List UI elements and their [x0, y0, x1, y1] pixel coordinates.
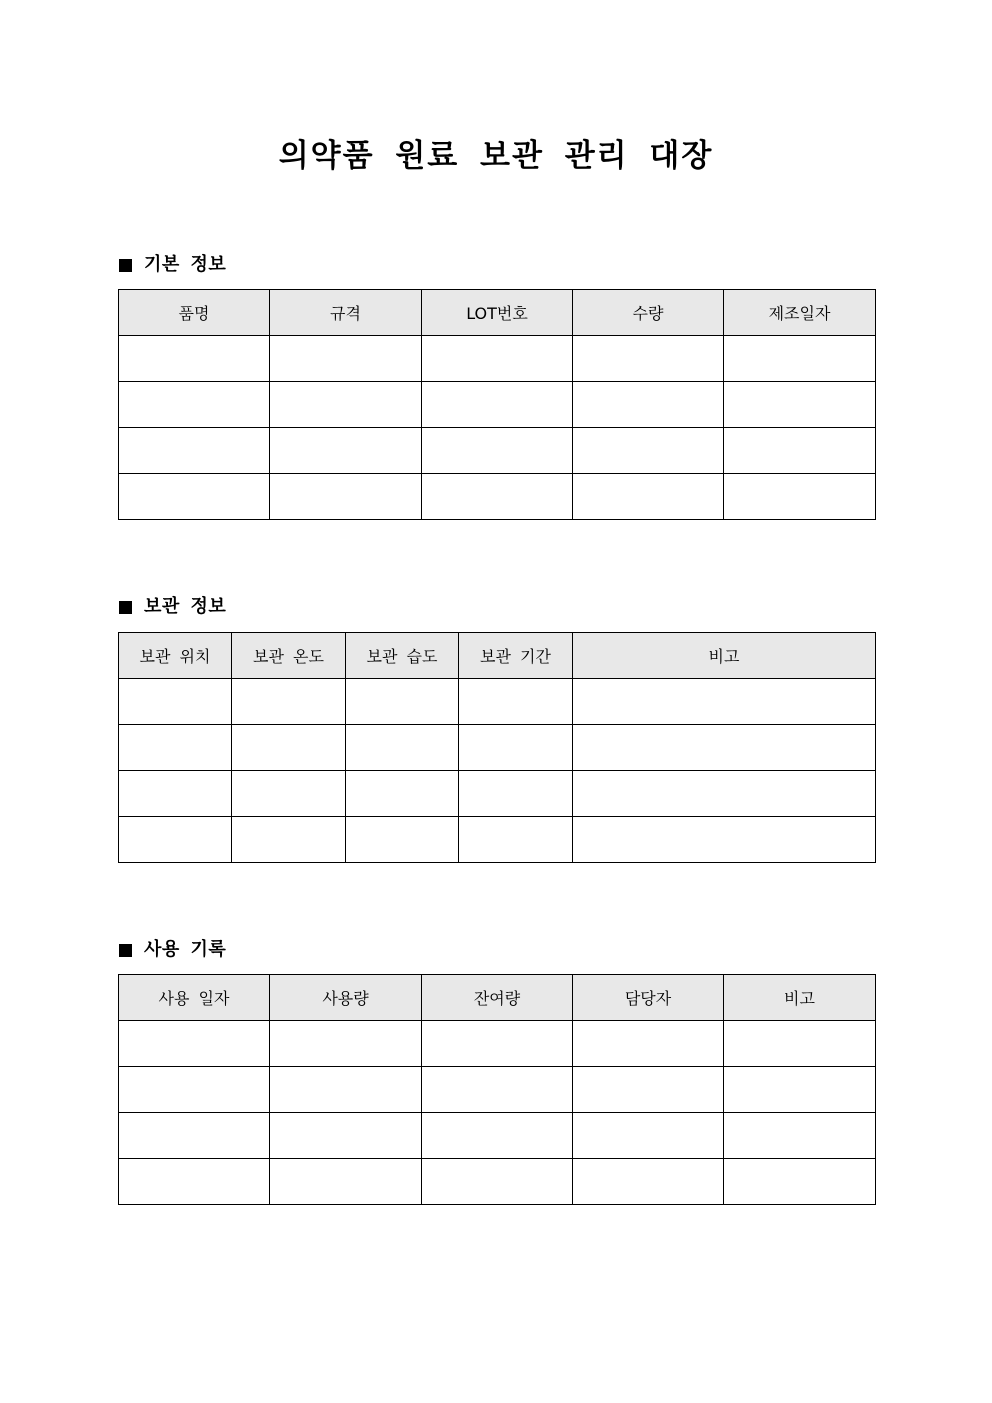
- table-cell[interactable]: [724, 1159, 876, 1205]
- table-cell[interactable]: [724, 382, 876, 428]
- column-header-remaining-amount: 잔여량: [422, 975, 573, 1021]
- table-cell[interactable]: [119, 771, 232, 817]
- table-cell[interactable]: [422, 382, 573, 428]
- basic-info-table: [118, 289, 876, 520]
- table-cell[interactable]: [119, 1113, 270, 1159]
- table-cell[interactable]: [422, 1113, 573, 1159]
- table-cell[interactable]: [573, 1159, 724, 1205]
- table-row: [119, 679, 876, 725]
- table-cell[interactable]: [573, 725, 876, 771]
- table-cell[interactable]: [459, 725, 573, 771]
- table-cell[interactable]: [270, 1113, 422, 1159]
- table-cell[interactable]: [119, 336, 270, 382]
- table-cell[interactable]: [119, 817, 232, 863]
- table-cell[interactable]: [232, 679, 346, 725]
- table-cell[interactable]: [422, 474, 573, 520]
- table-row: [119, 1159, 876, 1205]
- table-cell[interactable]: [346, 817, 459, 863]
- table-cell[interactable]: [573, 382, 724, 428]
- section-heading-storage-info: [119, 595, 226, 619]
- square-bullet-icon: [119, 259, 132, 272]
- table-row: [119, 428, 876, 474]
- column-header-remarks: 비고: [573, 633, 876, 679]
- column-header-person-in-charge: 담당자: [573, 975, 724, 1021]
- table-row: [119, 336, 876, 382]
- table-cell[interactable]: [573, 1067, 724, 1113]
- section-heading-usage-record: [119, 938, 226, 962]
- table-cell[interactable]: [573, 474, 724, 520]
- table-row: [119, 817, 876, 863]
- square-bullet-icon: [119, 601, 132, 614]
- table-cell[interactable]: [346, 725, 459, 771]
- table-cell[interactable]: [270, 474, 422, 520]
- page-title: 의약품 원료 보관 관리 대장: [278, 138, 714, 174]
- table-cell[interactable]: [573, 771, 876, 817]
- table-cell[interactable]: [119, 428, 270, 474]
- table-cell[interactable]: [270, 336, 422, 382]
- table-cell[interactable]: [270, 382, 422, 428]
- column-header-spec: 규격: [270, 290, 422, 336]
- table-cell[interactable]: [346, 771, 459, 817]
- table-cell[interactable]: [459, 771, 573, 817]
- section-heading-label: 사용 기록: [144, 939, 227, 960]
- table-cell[interactable]: [724, 428, 876, 474]
- table-header-row: [119, 633, 876, 679]
- usage-record-table: [118, 974, 876, 1205]
- table-cell[interactable]: [459, 679, 573, 725]
- table-cell[interactable]: [119, 474, 270, 520]
- table-cell[interactable]: [573, 1113, 724, 1159]
- table-row: [119, 771, 876, 817]
- table-cell[interactable]: [422, 336, 573, 382]
- column-header-storage-period: 보관 기간: [459, 633, 573, 679]
- table-cell[interactable]: [459, 817, 573, 863]
- table-row: [119, 725, 876, 771]
- table-cell[interactable]: [422, 1159, 573, 1205]
- table-cell[interactable]: [119, 1159, 270, 1205]
- table-cell[interactable]: [573, 679, 876, 725]
- column-header-storage-location: 보관 위치: [119, 633, 232, 679]
- table-cell[interactable]: [270, 1159, 422, 1205]
- column-header-quantity: 수량: [573, 290, 724, 336]
- table-cell[interactable]: [573, 428, 724, 474]
- table-row: [119, 1113, 876, 1159]
- column-header-usage-amount: 사용량: [270, 975, 422, 1021]
- table-cell[interactable]: [270, 428, 422, 474]
- table-cell[interactable]: [724, 474, 876, 520]
- square-bullet-icon: [119, 944, 132, 957]
- column-header-manufacture-date: 제조일자: [724, 290, 876, 336]
- table-cell[interactable]: [232, 817, 346, 863]
- column-header-usage-date: 사용 일자: [119, 975, 270, 1021]
- table-cell[interactable]: [119, 679, 232, 725]
- section-heading-basic-info: [119, 253, 226, 277]
- table-cell[interactable]: [119, 382, 270, 428]
- table-row: [119, 382, 876, 428]
- table-cell[interactable]: [573, 817, 876, 863]
- table-cell[interactable]: [270, 1021, 422, 1067]
- table-cell[interactable]: [119, 725, 232, 771]
- table-cell[interactable]: [422, 1021, 573, 1067]
- section-heading-label: 보관 정보: [144, 596, 227, 617]
- table-cell[interactable]: [232, 771, 346, 817]
- table-cell[interactable]: [422, 428, 573, 474]
- table-row: [119, 474, 876, 520]
- table-cell[interactable]: [724, 1067, 876, 1113]
- table-cell[interactable]: [422, 1067, 573, 1113]
- table-cell[interactable]: [573, 1021, 724, 1067]
- table-header-row: [119, 290, 876, 336]
- table-row: [119, 1021, 876, 1067]
- table-cell[interactable]: [573, 336, 724, 382]
- column-header-lot-number: LOT번호: [422, 290, 573, 336]
- table-cell[interactable]: [119, 1067, 270, 1113]
- table-row: [119, 1067, 876, 1113]
- column-header-remarks: 비고: [724, 975, 876, 1021]
- table-cell[interactable]: [346, 679, 459, 725]
- column-header-item-name: 품명: [119, 290, 270, 336]
- table-cell[interactable]: [232, 725, 346, 771]
- table-header-row: [119, 975, 876, 1021]
- table-cell[interactable]: [724, 1113, 876, 1159]
- section-heading-label: 기본 정보: [144, 254, 227, 275]
- storage-info-table: [118, 632, 876, 863]
- table-cell[interactable]: [724, 336, 876, 382]
- table-cell[interactable]: [270, 1067, 422, 1113]
- column-header-storage-humidity: 보관 습도: [346, 633, 459, 679]
- table-cell[interactable]: [724, 1021, 876, 1067]
- column-header-storage-temperature: 보관 온도: [232, 633, 346, 679]
- table-cell[interactable]: [119, 1021, 270, 1067]
